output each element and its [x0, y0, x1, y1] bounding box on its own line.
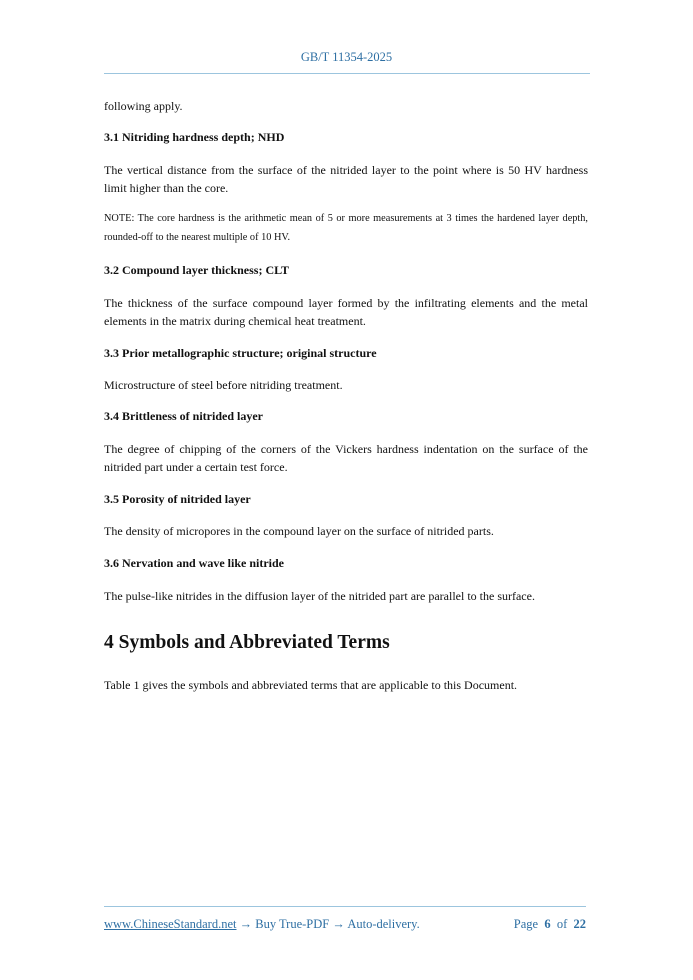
- arrow-right-icon: →: [332, 917, 345, 931]
- section-heading-3-5: 3.5 Porosity of nitrided layer: [104, 492, 251, 506]
- page-label: Page: [513, 917, 539, 931]
- auto-delivery-text: Auto-delivery.: [347, 917, 420, 931]
- chapter-4-text: Table 1 gives the symbols and abbreviated terms that are applicable to this Document.: [104, 678, 518, 692]
- chapter-4-heading: 4 Symbols and Abbreviated Terms: [104, 632, 390, 653]
- section-text-3-4: The degree of chipping of the corners of the Vickers hardness indentation on the surface of the nitrided part under a certain test force.: [104, 442, 588, 474]
- section-heading-3-6: 3.6 Nervation and wave like nitride: [104, 556, 284, 570]
- footer-promo: [104, 917, 420, 932]
- page-total: 22: [573, 917, 586, 931]
- section-heading-3-2: 3.2 Compound layer thickness; CLT: [104, 263, 290, 277]
- of-label: of: [556, 917, 568, 931]
- header-divider: [104, 73, 590, 74]
- section-note-3-1: NOTE: The core hardness is the arithmetic mean of 5 or more measurements at 3 times the hardened layer depth, rounded-off to the nearest multiple of 10 HV.: [104, 213, 588, 243]
- section-text-3-3: Microstructure of steel before nitriding treatment.: [104, 378, 343, 392]
- intro-tail: following apply.: [104, 99, 183, 113]
- header-doc-id: GB/T 11354-2025: [300, 50, 393, 64]
- arrow-right-icon: →: [239, 917, 253, 931]
- section-text-3-2: The thickness of the surface compound layer formed by the infiltrating elements and the metal elements in the matrix during chemical heat treatment.: [104, 296, 588, 328]
- footer: [104, 917, 586, 932]
- buy-text: Buy True-PDF: [255, 917, 330, 931]
- section-text-3-6: The pulse-like nitrides in the diffusion layer of the nitrided part are parallel to the surface.: [104, 589, 535, 603]
- page-number: 6: [544, 917, 551, 931]
- section-heading-3-4: 3.4 Brittleness of nitrided layer: [104, 409, 263, 423]
- section-text-3-5: The density of micropores in the compound layer on the surface of nitrided parts.: [104, 524, 494, 538]
- footer-divider: [104, 906, 586, 907]
- page-indicator: [514, 917, 586, 932]
- site-link[interactable]: www.ChineseStandard.net: [104, 917, 237, 931]
- section-heading-3-1: 3.1 Nitriding hardness depth; NHD: [104, 130, 285, 144]
- section-heading-3-3: 3.3 Prior metallographic structure; original structure: [104, 346, 377, 360]
- section-text-3-1: The vertical distance from the surface of the nitrided layer to the point where is 50 HV hardness limit higher than the core.: [104, 163, 588, 195]
